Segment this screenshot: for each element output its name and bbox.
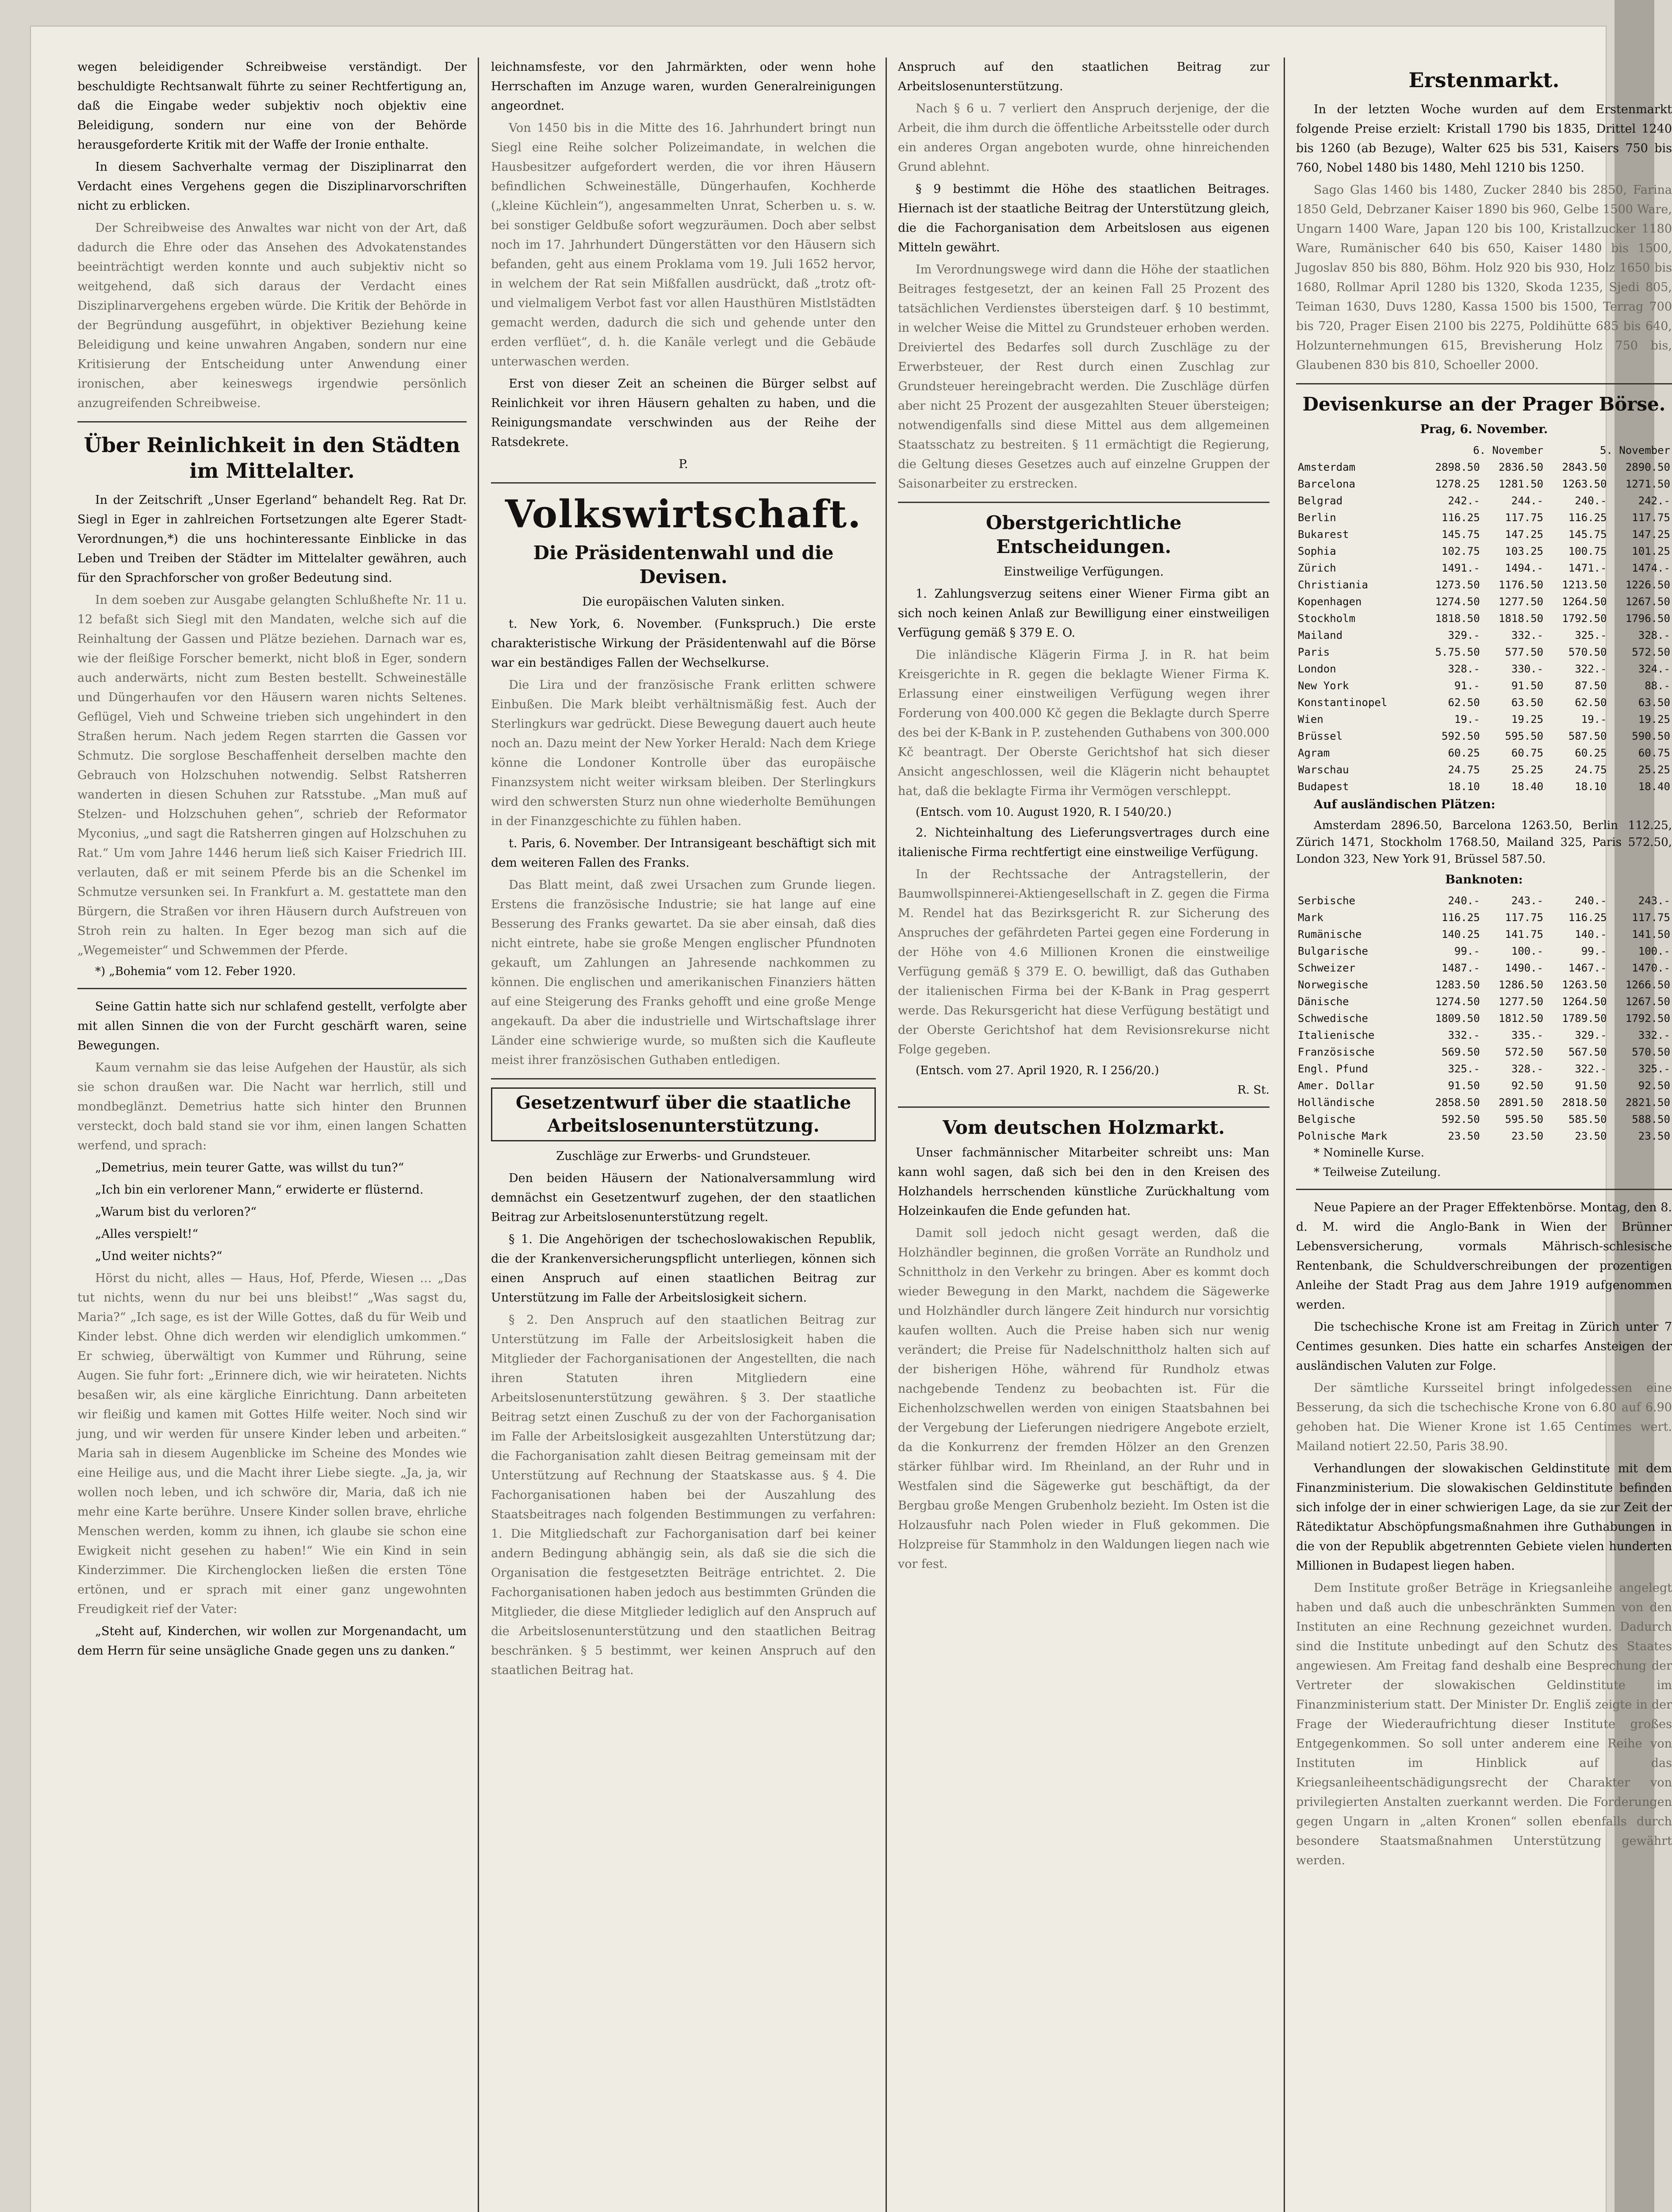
text-paragraph: wegen beleidigender Schreibweise verständigt. Der beschuldigte Rechtsanwalt führte zu seiner Rechtfertigung an, daß die Eingabe weder subjektiv noch objektiv eine Beleidigung, sondern nur eine von der Behörde herausgeforderte Kritik mit der Waffe der Ironie enthalte. <box>77 60 467 152</box>
currency-name: Engl. Pfund <box>1298 1063 1368 1075</box>
table-row <box>1296 694 1672 711</box>
rate-cell: 240.- <box>1575 895 1607 907</box>
divider <box>1296 383 1672 384</box>
currency-name: Brüssel <box>1298 730 1343 742</box>
rate-cell: 1226.50 <box>1625 579 1670 591</box>
rate-cell: 116.25 <box>1568 911 1607 924</box>
rate-cell: 91.- <box>1454 680 1480 692</box>
rate-cell: 2818.50 <box>1562 1096 1607 1109</box>
rate-cell: 91.50 <box>1448 1079 1480 1092</box>
rate-cell: 332.- <box>1448 1029 1480 1041</box>
currency-name: New York <box>1298 680 1349 692</box>
rate-cell: 62.50 <box>1575 696 1607 709</box>
rate-cell: 23.50 <box>1511 1130 1544 1142</box>
rate-cell: 242.- <box>1448 495 1480 507</box>
table-row <box>1296 526 1672 543</box>
rate-cell: 1267.50 <box>1625 995 1670 1008</box>
divider <box>77 988 467 989</box>
rate-cell: 102.75 <box>1442 545 1480 557</box>
rate-cell: 592.50 <box>1442 730 1480 742</box>
rate-cell: 328.- <box>1511 1063 1544 1075</box>
rate-cell: 1283.50 <box>1435 979 1480 991</box>
currency-name: Rumänische <box>1298 928 1362 941</box>
rate-cell: 91.50 <box>1511 680 1544 692</box>
rate-cell: 322.- <box>1575 1063 1607 1075</box>
story-quote: „Demetrius, mein teurer Gatte, was willst du tun?“ <box>95 1161 404 1175</box>
signature: R. St. <box>1237 1083 1269 1097</box>
currency-name: Mailand <box>1298 629 1343 641</box>
text-paragraph: leichnamsfeste, vor den Jahrmärkten, oder wenn hohe Herrschaften im Anzuge waren, wurden Generalreinigungen angeordnet. <box>491 60 876 113</box>
column-rule <box>1284 58 1285 2212</box>
divider <box>491 482 876 484</box>
text-paragraph: Erst von dieser Zeit an scheinen die Bürger selbst auf Reinlichkeit vor ihren Häusern gehalten zu haben, und die Reinigungsmandate verschwinden aus der Reihe der Ratsdekrete. <box>491 377 876 449</box>
rate-cell: 87.50 <box>1575 680 1607 692</box>
rate-cell: 100.75 <box>1568 545 1607 557</box>
table-row <box>1296 543 1672 560</box>
currency-name: Italienische <box>1298 1029 1375 1041</box>
table-header: 6. November <box>1473 444 1544 457</box>
text-paragraph: t. New York, 6. November. (Funkspruch.) Die erste charakteristische Wirkung der Präsidentenwahl auf die Börse war ein beständiges Fallen der Wechselkurse. <box>491 617 876 670</box>
text-filler: In der Rechtssache der Antragstellerin, der Baumwollspinnerei-Aktiengesellschaft in Z. gegen die Firma M. Rendel hat das Bezirksgericht R. zur Sicherung des Anspruches der gefährdeten Partei gegen eine Forderung in der Höhe von 4.6 Millionen Kronen die einstweilige Verfügung gemäß § 379 E. O. bewilligt, daß das Guthaben der italienischen Firma bei der K-Bank in Prag gesperrt werde. Das Rekursgericht hat diese Verfügung bestätigt und der Oberste Gerichtshof hat dem Revisionsrekurse nicht Folge gegeben. <box>898 868 1269 1056</box>
currency-name: Bulgarische <box>1298 945 1368 957</box>
rate-cell: 18.10 <box>1575 780 1607 793</box>
currency-name: Stockholm <box>1298 612 1356 625</box>
table-row <box>1296 745 1672 761</box>
rate-cell: 1286.50 <box>1498 979 1544 991</box>
table-row <box>1296 627 1672 644</box>
story-quote: „Alles verspielt!“ <box>95 1227 199 1241</box>
rate-cell: 569.50 <box>1442 1046 1480 1058</box>
rate-cell: 2821.50 <box>1625 1096 1670 1109</box>
decision-reference: (Entsch. vom 10. August 1920, R. I 540/20.) <box>916 806 1172 819</box>
rate-cell: 1277.50 <box>1498 595 1544 608</box>
rate-cell: 63.50 <box>1638 696 1670 709</box>
table-row <box>1296 677 1672 694</box>
rate-cell: 60.75 <box>1511 747 1544 759</box>
text-filler: Die Lira und der französische Frank erlitten schwere Einbußen. Die Mark bleibt verhältnismäßig fest. Auch der Sterlingkurs war gedrückt. Diese Bewegung dauert auch heute noch an. Dazu meint der New Yorker Herald: Nach dem Kriege könne die Londoner Kontrolle über das europäische Finanzsystem nicht weiter wirksam bleiben. Der Sterlingkurs wird den schwersten Sturz nun ohne wiederholte Bemühungen in der Finanzgeschichte zu fühlen haben. <box>491 678 876 828</box>
rate-cell: 103.25 <box>1505 545 1544 557</box>
table-row <box>1296 909 1672 926</box>
rate-cell: 242.- <box>1638 495 1670 507</box>
section-subtitle: Einstweilige Verfügungen. <box>1004 565 1164 579</box>
rate-cell: 141.75 <box>1505 928 1544 941</box>
rate-cell: 60.75 <box>1638 747 1670 759</box>
devisen-title: Devisenkurse an der Prager Börse. <box>1302 393 1666 415</box>
rate-cell: 1789.50 <box>1562 1012 1607 1025</box>
rate-cell: 141.50 <box>1632 928 1670 941</box>
table-row <box>1296 892 1672 909</box>
article-subtitle: Die europäischen Valuten sinken. <box>582 595 785 609</box>
currency-name: Amsterdam <box>1298 461 1356 473</box>
rate-cell: 1809.50 <box>1435 1012 1480 1025</box>
rate-cell: 1491.- <box>1442 562 1480 574</box>
rate-cell: 116.25 <box>1442 911 1480 924</box>
text-filler: Kaum vernahm sie das leise Aufgehen der Haustür, als sich sie schon draußen war. Die Nacht war herrlich, still und mondbeglänzt. Demetrius hatte sich hinter den Brunnen versteckt, doch bald stand sie vor ihm, einen langen Schatten werfend, und sprach: <box>77 1061 467 1152</box>
column-2 <box>491 58 876 2212</box>
text-filler: Hörst du nicht, alles — Haus, Hof, Pferde, Wiesen … „Das tut nichts, wenn du nur bei uns bleibst!“ „Was sagst du, Maria?“ „Ich sage, es ist der Wille Gottes, daß du für Weib und Kinder lebst. Ohne dich werden wir elendiglich umkommen.“ Er schwieg, überwältigt von Kummer und Rührung, seine Augen. Sie fuhr fort: „Erinnere dich, wie wir heirateten. Nichts besaßen wir, als eine kärgliche Einrichtung. Dann arbeiteten wir fleißig und kamen mit Gottes Hilfe weiter. Noch sind wir jung, und wir werden für unsere Kinder leben und arbeiten.“ Maria sah in diesem Augenblicke im Scheine des Mondes wie eine Heilige aus, und die Macht ihrer Liebe siegte. „Ja, ja, wir wollen noch leben, und ich schwöre dir, Maria, daß ich nie mehr eine Karte berühre. Unsere Kinder sollen brave, ehrliche Menschen werden, komm zu ihnen, ich glaube sie schon eine Ewigkeit nicht gesehen zu haben!“ Wie ein Kind in sein Kinderzimmer. Die Kirchenglocken ließen die ersten Töne ertönen, und er sprach mit einer ganz ungewohnten Freudigkeit rief der Vater: <box>77 1271 467 1616</box>
rate-cell: 1470.- <box>1632 962 1670 974</box>
article-title: Die Präsidentenwahl und die Devisen. <box>533 542 834 588</box>
rate-cell: 322.- <box>1575 663 1607 675</box>
rate-cell: 117.75 <box>1632 511 1670 524</box>
text-filler: Nach § 6 u. 7 verliert den Anspruch derjenige, der die Arbeit, die ihm durch die öffentliche Arbeitsstelle oder durch ein anderes Organ angeboten wurde, ohne hinreichenden Grund ablehnt. <box>898 102 1269 174</box>
rate-cell: 147.25 <box>1505 528 1544 541</box>
text-paragraph: In der Zeitschrift „Unser Egerland“ behandelt Reg. Rat Dr. Siegl in Eger in zahlreichen Fortsetzungen alte Egerer Stadt-Verordnungen,*) die uns hochinteressante Einblicke in das Leben und Treiben der Städter im Mittelalter gewähren, auch für den Sprachforscher von großer Bedeutung sind. <box>77 493 467 585</box>
story-quote: „Steht auf, Kinderchen, wir wollen zur Morgenandacht, um dem Herrn für seine unsägliche Gnade gegen uns zu danken.“ <box>77 1624 467 1658</box>
rate-cell: 1266.50 <box>1625 979 1670 991</box>
currency-name: Französische <box>1298 1046 1375 1058</box>
currency-name: Agram <box>1298 747 1330 759</box>
rate-cell: 328.- <box>1448 663 1480 675</box>
rate-cell: 1818.50 <box>1498 612 1544 625</box>
text-filler: Von 1450 bis in die Mitte des 16. Jahrhundert bringt nun Siegl eine Reihe solcher Polizeimandate, in welchen die Hausbesitzer aufgefordert werden, die vor ihren Häusern befindlichen Schweineställe, Düngerhaufen, Kochherde („kleine Küchlein“), angesammelten Unrat, Scherben u. s. w. bei sonstiger Geldbuße sofort wegzuräumen. Doch aber selbst noch im 17. Jahrhundert Düngerstätten vor den Häusern sich befanden, geht aus einem Proklama vom 19. Juli 1652 hervor, in welchem der Rat sein Mißfallen ausdrückt, daß „trotz oft- und vielmaligem Verbot fast vor allen Hausthüren Mistlstädten gemacht werden, dadurch die sich und gehende unter den erden verflüet“, d. h. die Kanäle verlegt und die Gebäude unterwaschen werden. <box>491 121 876 369</box>
rate-cell: 592.50 <box>1442 1113 1480 1125</box>
rate-cell: 243.- <box>1638 895 1670 907</box>
divider <box>898 1106 1269 1108</box>
rate-cell: 60.25 <box>1448 747 1480 759</box>
rate-cell: 92.50 <box>1638 1079 1670 1092</box>
column-3 <box>898 58 1269 2212</box>
banknoten-table <box>1296 892 1672 1144</box>
currency-name: Zürich <box>1298 562 1336 574</box>
table-row <box>1296 976 1672 993</box>
currency-name: Polnische Mark <box>1298 1130 1388 1142</box>
divider <box>77 421 467 422</box>
rate-cell: 1278.25 <box>1435 478 1480 490</box>
text-filler: In dem soeben zur Ausgabe gelangten Schlußhefte Nr. 11 u. 12 befaßt sich Siegl mit den Mandaten, welche sich auf die Reinhaltung der Gassen und Plätze beziehen. Darnach war es, wie der fleißige Forscher bemerkt, nicht bloß in Eger, sondern auch anderwärts, nicht zum Besten bestellt. Schweineställe und Düngerhaufen vor den Häusern waren nichts Seltenes. Geflügel, Vieh und Schweine trieben sich ungehindert in den Straßen herum. Nach jedem Regen starrten die Gassen vor Schmutz. Die sorglose Beschaffenheit derselben machte den Gebrauch von Holzschuhen notwendig. Selbst Ratsherren wanderten in diesen Schuhen zur Ratsstube. „Man muß auf Stelzen- und Holzschuhen gehen“, schrieb der Reformator Myconius, „und sagt die Ratsherren gingen auf Holzschuhen zu Rat.“ Um vom Jahre 1446 herum ließ sich Kaiser Friedrich III. verlauten, daß er mit seinem Pferde bis an die Schenkel im Schmutze versunken sei. In Frankfurt a. M. gestattete man den Bürgern, die Straßen vor ihren Häusern durch Aufstreuen von Stroh rein zu halten. In Eger bezog man sich auf die „Wegemeister“ und Schwemmen der Pferde. <box>77 593 467 957</box>
column-1 <box>77 58 467 2212</box>
box-subtitle: Zuschläge zur Erwerbs- und Grundsteuer. <box>556 1149 811 1163</box>
table-row <box>1296 576 1672 593</box>
rate-cell: 18.40 <box>1511 780 1544 793</box>
rate-cell: 572.50 <box>1505 1046 1544 1058</box>
rate-cell: 1267.50 <box>1625 595 1670 608</box>
rate-cell: 328.- <box>1638 629 1670 641</box>
ausland-title: Auf ausländischen Plätzen: <box>1314 798 1496 811</box>
rate-cell: 145.75 <box>1442 528 1480 541</box>
currency-name: Konstantinopel <box>1298 696 1388 709</box>
currency-name: Budapest <box>1298 780 1349 793</box>
rate-cell: 1264.50 <box>1562 995 1607 1008</box>
rate-cell: 324.- <box>1638 663 1670 675</box>
rate-cell: 572.50 <box>1632 646 1670 658</box>
story-paragraph: Seine Gattin hatte sich nur schlafend gestellt, verfolgte aber mit allen Sinnen die von der Furcht geschärft waren, seine Bewegungen. <box>77 1000 467 1052</box>
table-row <box>1296 778 1672 795</box>
rate-cell: 25.25 <box>1511 764 1544 776</box>
ausland-text: Amsterdam 2896.50, Barcelona 1263.50, Berlin 112.25, Zürich 1471, Stockholm 1768.50, Mailand 325, Paris 572.50, London 323, New York 91, Brüssel 587.50. <box>1296 819 1672 866</box>
text-paragraph: § 9 bestimmt die Höhe des staatlichen Beitrages. Hiernach ist der staatliche Beitrag der Unterstützung gleich, die die Fachorganisation dem Arbeitslosen aus eigenen Mitteln gewährt. <box>898 182 1269 254</box>
rate-cell: 147.25 <box>1632 528 1670 541</box>
rate-cell: 91.50 <box>1575 1079 1607 1092</box>
box-title: Gesetzentwurf über die staatliche Arbeitslosenunterstützung. <box>491 1087 876 1141</box>
rate-cell: 1176.50 <box>1498 579 1544 591</box>
rate-cell: 1792.50 <box>1562 612 1607 625</box>
rate-cell: 101.25 <box>1632 545 1670 557</box>
currency-name: Christiania <box>1298 579 1368 591</box>
table-row <box>1296 492 1672 509</box>
rate-cell: 145.75 <box>1568 528 1607 541</box>
table-row <box>1296 926 1672 943</box>
currency-name: Berlin <box>1298 511 1336 524</box>
text-paragraph: 2. Nichteinhaltung des Lieferungsvertrages durch eine italienische Firma rechtfertigt eine einstweilige Verfügung. <box>898 826 1269 859</box>
text-filler: Der Schreibweise des Anwaltes war nicht von der Art, daß dadurch die Ehre oder das Ansehen des Advokatenstandes beeinträchtigt werden konnte und auch subjektiv nicht so weitgehend, daß sich daraus der Verdacht eines Disziplinarvergehens ergeben würde. Die Kritik der Behörde in der Begründung ausgeführt, in objektiver Beziehung keine Beleidigung und keine unwahren Angaben, sondern nur eine Kritisierung der Entscheidung unter Anwendung einer ironischen, aber keineswegs irgendwie persönlich anzugreifenden Schreibweise. <box>77 221 467 410</box>
rate-cell: 587.50 <box>1568 730 1607 742</box>
table-row <box>1296 644 1672 661</box>
rate-cell: 88.- <box>1645 680 1670 692</box>
table-row <box>1296 1111 1672 1128</box>
table-row <box>1296 1044 1672 1060</box>
table-row <box>1296 1027 1672 1044</box>
rate-cell: 18.10 <box>1448 780 1480 793</box>
rate-cell: 116.25 <box>1442 511 1480 524</box>
currency-name: Schwedische <box>1298 1012 1368 1025</box>
text-filler: Das Blatt meint, daß zwei Ursachen zum Grunde liegen. Erstens die französische Industrie; sie hat lange auf eine Besserung des Franks gewartet. Da sie aber einsah, daß dies nicht eintrete, habe sie große Mengen englischer Pfundnoten gekauft, um Zahlungen an Jahresende nachkommen zu können. Die englischen und amerikanischen Finanziers hätten auf eine Steigerung des Franks gehofft und eine große Menge angekauft. Da aber die industrielle und Wirtschaftslage ihrer Länder eine schwierige wurde, so mußten sich die Kaufleute meist ihrer französischen Guthaben entledigen. <box>491 878 876 1067</box>
rate-cell: 18.40 <box>1638 780 1670 793</box>
rate-cell: 19.- <box>1581 713 1607 726</box>
story-quote: „Warum bist du verloren?“ <box>95 1205 257 1219</box>
table-header: 5. November <box>1600 444 1670 457</box>
column-4 <box>1296 58 1672 2212</box>
decision-reference: (Entsch. vom 27. April 1920, R. I 256/20.) <box>916 1064 1159 1077</box>
rate-cell: 5.75.50 <box>1435 646 1480 658</box>
text-paragraph: Neue Papiere an der Prager Effektenbörse. Montag, den 8. d. M. wird die Anglo-Bank in Wien der Brünner Lebensversicherung, vormals Mährisch-schlesische Rentenbank, die Schuldverschreibungen der prozentigen Anleihe der Stadt Prag aus dem Jahre 1919 aufgenommen werden. <box>1296 1201 1672 1312</box>
newspaper-page <box>31 27 1672 2212</box>
rate-cell: 140.- <box>1575 928 1607 941</box>
rate-cell: 1487.- <box>1442 962 1480 974</box>
currency-name: Belgische <box>1298 1113 1356 1125</box>
text-filler: Sago Glas 1460 bis 1480, Zucker 2840 bis 2850, Farina 1850 Geld, Debrzaner Kaiser 1890 bis 960, Gelbe 1500 Ware, Ungarn 1400 Ware, Japan 120 bis 100, Kristallzucker 1180 Ware, Rumänischer 640 bis 650, Kaiser 1480 bis 1500, Jugoslav 850 bis 880, Böhm. Holz 920 bis 930, Holz 1650 bis 1680, Rollmar April 1280 bis 1320, Skoda 1235, Sjedi 805, Teiman 1630, Duvs 1280, Kassa 1500 bis 1500, Terrag 700 bis 720, Prager Eisen 2100 bis 2275, Poldihütte 685 bis 640, Holzunternehmungen 615, Brevisherung Holz 750 bis, Glaubenen 830 bis 810, Schoeller 2000. <box>1296 183 1672 372</box>
rate-cell: 2891.50 <box>1498 1096 1544 1109</box>
divider <box>898 502 1269 503</box>
rate-cell: 1213.50 <box>1562 579 1607 591</box>
table-row <box>1296 661 1672 677</box>
text-paragraph: § 1. Die Angehörigen der tschechoslowakischen Republik, die der Krankenversicherungspflicht unterliegen, können sich einen Anspruch auf einen staatlichen Beitrag zur Unterstützung im Falle der Arbeitslosigkeit sichern. <box>491 1233 876 1305</box>
rate-cell: 567.50 <box>1568 1046 1607 1058</box>
rate-cell: 329.- <box>1575 1029 1607 1041</box>
currency-name: Sophia <box>1298 545 1336 557</box>
rate-cell: 1263.50 <box>1562 979 1607 991</box>
text-filler: Die inländische Klägerin Firma J. in R. hat beim Kreisgerichte in R. gegen die beklagte Wiener Firma K. Erlassung einer einstweiligen Verfügung wegen ihrer Forderung von 400.000 Kč gegen die Beklagte durch Sperre des bei der K-Bank in P. zustehenden Guthabens von 300.000 Kč beantragt. Der Oberste Gerichtshof hat sich dieser Ansicht angeschlossen, weil die Klägerin nicht behauptet hat, daß die beklagte Firma ihr Vermögen verschleppt. <box>898 648 1269 798</box>
text-paragraph: t. Paris, 6. November. Der Intransigeant beschäftigt sich mit dem weiteren Fallen des Franks. <box>491 837 876 870</box>
rate-cell: 577.50 <box>1505 646 1544 658</box>
currency-name: Serbische <box>1298 895 1356 907</box>
divider <box>491 1078 876 1079</box>
currency-name: Schweizer <box>1298 962 1356 974</box>
text-paragraph: In diesem Sachverhalte vermag der Disziplinarrat den Verdacht eines Vergehens gegen die Disziplinarvorschriften nicht zu erblicken. <box>77 160 467 213</box>
rate-cell: 325.- <box>1638 1063 1670 1075</box>
table-row <box>1296 728 1672 745</box>
section-title: Erstenmarkt. <box>1408 68 1560 92</box>
rate-cell: 1273.50 <box>1435 579 1480 591</box>
currency-name: Mark <box>1298 911 1323 924</box>
banknoten-title: Banknoten: <box>1445 873 1523 887</box>
rate-cell: 329.- <box>1448 629 1480 641</box>
text-paragraph: In der letzten Woche wurden auf dem Erstenmarkt folgende Preise erzielt: Kristall 1790 bis 1835, Drittel 1240 bis 1260 (ab Bezuge), Walter 625 bis 531, Kaisers 750 bis 760, Nobel 1480 bis 1480, Mehl 1210 bis 1250. <box>1296 103 1672 175</box>
rate-cell: 1812.50 <box>1498 1012 1544 1025</box>
rate-cell: 117.75 <box>1505 511 1544 524</box>
rate-cell: 24.75 <box>1575 764 1607 776</box>
rate-cell: 1281.50 <box>1498 478 1544 490</box>
rate-cell: 2836.50 <box>1498 461 1544 473</box>
table-row <box>1296 943 1672 960</box>
rate-cell: 99.- <box>1454 945 1480 957</box>
table-row <box>1296 993 1672 1010</box>
rate-cell: 1471.- <box>1568 562 1607 574</box>
rate-cell: 116.25 <box>1568 511 1607 524</box>
rate-cell: 1277.50 <box>1498 995 1544 1008</box>
rate-cell: 19.25 <box>1638 713 1670 726</box>
rate-cell: 1490.- <box>1505 962 1544 974</box>
text-filler: Im Verordnungswege wird dann die Höhe der staatlichen Beitrages festgesetzt, der an keinen Fall 25 Prozent des tatsächlichen Verdienstes übersteigen darf. § 10 bestimmt, in welcher Weise die Mittel zu Grundsteuer erhoben werden. Dreiviertel des Bedarfes soll durch Zuschläge zu der Erwerbsteuer, der Rest durch einen Zuschlag zur Grundsteuer hereingebracht werden. Die Zuschläge dürfen aber nicht 25 Prozent der ausgezahlten Steuer übersteigen; notwendigenfalls sind diese Mittel aus dem allgemeinen Staatsschatz zu bestreiten. § 11 ermächtigt die Regierung, die Geltung dieses Gesetzes auch auf einzelne Gruppen der Saisonarbeiter zu erstrecken. <box>898 263 1269 491</box>
currency-name: Wien <box>1298 713 1323 726</box>
rate-cell: 100.- <box>1511 945 1544 957</box>
text-filler: Dem Institute großer Beträge in Kriegsanleihe angelegt haben und daß auch die unbeschränkten Summen von den Instituten an eine Rechnung gezeichnet wurden. Dadurch sind die Institute unbedingt auf den Schutz des Staates angewiesen. Am Freitag fand deshalb eine Besprechung der Vertreter der slowakischen Geldinstitute im Finanzministerium statt. Der Minister Dr. Engliš zeigte in der Frage der Wiederaufrichtung dieser Institute großes Entgegenkommen. So soll unter anderem eine Reihe von Instituten im Hinblick auf das Kriegsanleiheentschädigungsrecht der Charakter von privilegierten Anstalten zuerkannt werden. Die Forderungen gegen Ungarn in „alten Kronen“ sollen ebenfalls durch besondere Staatsmaßnahmen Unterstützung gewährt werden. <box>1296 1581 1672 1867</box>
rate-cell: 117.75 <box>1505 911 1544 924</box>
table-note: * Nominelle Kurse. <box>1314 1146 1425 1160</box>
story-quote: „Und weiter nichts?“ <box>95 1249 222 1263</box>
currency-name: Norwegische <box>1298 979 1368 991</box>
rate-cell: 595.50 <box>1505 730 1544 742</box>
currency-name: Holländische <box>1298 1096 1375 1109</box>
signoff: P. <box>679 457 688 471</box>
table-header <box>1296 442 1418 459</box>
rate-cell: 243.- <box>1511 895 1544 907</box>
story-quote: „Ich bin ein verlorener Mann,“ erwiderte er flüsternd. <box>95 1183 424 1197</box>
rate-cell: 1467.- <box>1568 962 1607 974</box>
text-filler: Der sämtliche Kursseitel bringt infolgedessen eine Besserung, da sich die tschechische Krone von 6.80 auf 6.90 gehoben hat. Die Wiener Krone ist 1.65 Centimes wert. Mailand notiert 22.50, Paris 38.90. <box>1296 1381 1672 1453</box>
text-paragraph: Den beiden Häusern der Nationalversammlung wird demnächst ein Gesetzentwurf zugehen, der den staatlichen Beitrag zur Arbeitslosenunterstützung regelt. <box>491 1171 876 1224</box>
rate-cell: 1818.50 <box>1435 612 1480 625</box>
rate-cell: 332.- <box>1638 1029 1670 1041</box>
rate-cell: 2858.50 <box>1435 1096 1480 1109</box>
table-row <box>1296 960 1672 976</box>
text-paragraph: 1. Zahlungsverzug seitens einer Wiener Firma gibt an sich noch keinen Anlaß zur Bewilligung einer einstweiligen Verfügung gemäß § 379 E. O. <box>898 587 1269 640</box>
currency-name: London <box>1298 663 1336 675</box>
rate-cell: 1274.50 <box>1435 595 1480 608</box>
divider <box>1296 1189 1672 1190</box>
table-row <box>1296 1094 1672 1111</box>
rate-cell: 585.50 <box>1568 1113 1607 1125</box>
rate-cell: 24.75 <box>1448 764 1480 776</box>
currency-name: Kopenhagen <box>1298 595 1362 608</box>
rate-cell: 140.25 <box>1442 928 1480 941</box>
rate-cell: 570.50 <box>1568 646 1607 658</box>
text-paragraph: Anspruch auf den staatlichen Beitrag zur Arbeitslosenunterstützung. <box>898 60 1269 93</box>
rate-cell: 332.- <box>1511 629 1544 641</box>
rate-cell: 325.- <box>1575 629 1607 641</box>
currency-name: Warschau <box>1298 764 1349 776</box>
rate-cell: 1271.50 <box>1625 478 1670 490</box>
devisen-date: Prag, 6. November. <box>1420 422 1548 436</box>
rate-cell: 244.- <box>1511 495 1544 507</box>
rate-cell: 60.25 <box>1575 747 1607 759</box>
rate-cell: 100.- <box>1638 945 1670 957</box>
rate-cell: 117.75 <box>1632 911 1670 924</box>
rate-cell: 240.- <box>1448 895 1480 907</box>
rate-cell: 570.50 <box>1632 1046 1670 1058</box>
table-row <box>1296 476 1672 492</box>
rate-cell: 1474.- <box>1632 562 1670 574</box>
column-rule <box>478 58 479 2212</box>
rate-cell: 1263.50 <box>1562 478 1607 490</box>
currency-name: Dänische <box>1298 995 1349 1008</box>
footnote: *) „Bohemia“ vom 12. Feber 1920. <box>95 965 296 978</box>
currency-name: Amer. Dollar <box>1298 1079 1375 1092</box>
table-row <box>1296 1077 1672 1094</box>
text-paragraph: Verhandlungen der slowakischen Geldinstitute mit dem Finanzministerium. Die slowakischen Geldinstitute befinden sich infolge der in einer schwierigen Lage, da sie zur Zeit der Rätediktatur Abschöpfungsmaßnahmen ihre Guthabungen in die von der Republik abgetrennten Gebiete vielen hunderten Millionen in Budapest liegen haben. <box>1296 1462 1672 1573</box>
table-row <box>1296 761 1672 778</box>
rate-cell: 23.50 <box>1575 1130 1607 1142</box>
rate-cell: 2890.50 <box>1625 461 1670 473</box>
table-row <box>1296 509 1672 526</box>
section-title: Oberstgerichtliche Entscheidungen. <box>986 512 1182 557</box>
rate-cell: 325.- <box>1448 1063 1480 1075</box>
rate-cell: 63.50 <box>1511 696 1544 709</box>
rate-cell: 1274.50 <box>1435 995 1480 1008</box>
table-row <box>1296 560 1672 576</box>
table-row <box>1296 711 1672 728</box>
rate-cell: 2843.50 <box>1562 461 1607 473</box>
currency-name: Belgrad <box>1298 495 1343 507</box>
table-row <box>1296 593 1672 610</box>
rate-cell: 19.25 <box>1511 713 1544 726</box>
rate-cell: 240.- <box>1575 495 1607 507</box>
currency-name: Barcelona <box>1298 478 1356 490</box>
rate-cell: 590.50 <box>1632 730 1670 742</box>
table-note: * Teilweise Zuteilung. <box>1314 1166 1441 1179</box>
text-paragraph: Die tschechische Krone ist am Freitag in Zürich unter 7 Centimes gesunken. Dies hatte ein scharfes Ansteigen der ausländischen Valuten zur Folge. <box>1296 1320 1672 1373</box>
rate-cell: 62.50 <box>1448 696 1480 709</box>
table-row <box>1296 1010 1672 1027</box>
rate-cell: 1494.- <box>1505 562 1544 574</box>
rate-cell: 19.- <box>1454 713 1480 726</box>
table-row <box>1296 1128 1672 1144</box>
text-paragraph: Unser fachmännischer Mitarbeiter schreibt uns: Man kann wohl sagen, daß sich bei den in den Kreisen des Holzhandels herrschenden künstliche Zurückhaltung vom Holzeinkaufen die Ende gefunden hat. <box>898 1146 1269 1218</box>
rate-cell: 23.50 <box>1638 1130 1670 1142</box>
rate-cell: 335.- <box>1511 1029 1544 1041</box>
rate-cell: 595.50 <box>1505 1113 1544 1125</box>
currency-name: Paris <box>1298 646 1330 658</box>
rate-cell: 99.- <box>1581 945 1607 957</box>
rate-cell: 588.50 <box>1632 1113 1670 1125</box>
currency-name: Bukarest <box>1298 528 1349 541</box>
rate-cell: 1796.50 <box>1625 612 1670 625</box>
rate-cell: 330.- <box>1511 663 1544 675</box>
rate-cell: 1792.50 <box>1625 1012 1670 1025</box>
table-row <box>1296 459 1672 476</box>
text-filler: Damit soll jedoch nicht gesagt werden, daß die Holzhändler beginnen, die großen Vorräte an Rundholz und Schnittholz in den Verkehr zu bringen. Aber es kommt doch wieder Bewegung in den Markt, nachdem die Sägewerke und Holzhändler durch längere Zeit hindurch nur vorsichtig kaufen wollten. Auch die Preise haben sich nur wenig verändert; die Preise für Nadelschnittholz halten sich auf der bisherigen Höhe, während für Rundholz etwas nachgebende Tendenz zu beobachten ist. Für die Eichenholzschwellen werden von einigen Staatsbahnen bei der Vergebung der Lieferungen niedrigere Angebote erzielt, da die Konkurrenz der fremden Hölzer an den Grenzen stärker fühlbar wird. Im Rheinland, an der Ruhr und in Westfalen sind die Sägewerke gut beschäftigt, da der Bergbau große Mengen Grubenholz bezieht. Im Osten ist die Holzausfuhr nach Polen wieder in Fluß gekommen. Die Holzpreise für Stammholz in den Waldungen liegen nach wie vor fest. <box>898 1226 1269 1571</box>
rate-cell: 2898.50 <box>1435 461 1480 473</box>
article-title: Vom deutschen Holzmarkt. <box>943 1117 1225 1138</box>
rate-cell: 25.25 <box>1638 764 1670 776</box>
devisen-table <box>1296 442 1672 795</box>
rate-cell: 23.50 <box>1448 1130 1480 1142</box>
table-row <box>1296 610 1672 627</box>
rate-cell: 92.50 <box>1511 1079 1544 1092</box>
text-filler: § 2. Den Anspruch auf den staatlichen Beitrag zur Unterstützung im Falle der Arbeitslosigkeit haben die Mitglieder der Fachorganisationen der Angestellten, die nach ihren Statuten ihren Mitgliedern eine Arbeitslosenunterstützung gewähren. § 3. Der staatliche Beitrag setzt einen Zuschuß zu der von der Fachorganisation im Falle der Arbeitslosigkeit ausgezahlten Unterstützung dar; die Fachorganisation zahlt diesen Beitrag gemeinsam mit der Unterstützung auf Rechnung der Staatskasse aus. § 4. Die Fachorganisationen haben bei der Auszahlung des Staatsbeitrages nach folgenden Bestimmungen zu verfahren: 1. Die Mitgliedschaft zur Fachorganisation darf bei keiner andern Bedingung abhängig sein, als daß sie die sich die Organisation die festgesetzten Beiträge entrichtet. 2. Die Fachorganisationen haben jedoch aus bestimmten Gründen die Mitglieder, die diese Mitglieder lediglich auf den Anspruch auf die Arbeitslosenunterstützung und den staatlichen Beitrag beschränken. § 5 bestimmt, wer keinen Anspruch auf den staatlichen Beitrag hat. <box>491 1313 876 1677</box>
section-title: Volkswirtschaft. <box>505 492 862 537</box>
table-row <box>1296 1060 1672 1077</box>
article-title: Über Reinlichkeit in den Städten im Mittelalter. <box>84 433 460 483</box>
rate-cell: 1264.50 <box>1562 595 1607 608</box>
column-rule <box>886 58 887 2212</box>
